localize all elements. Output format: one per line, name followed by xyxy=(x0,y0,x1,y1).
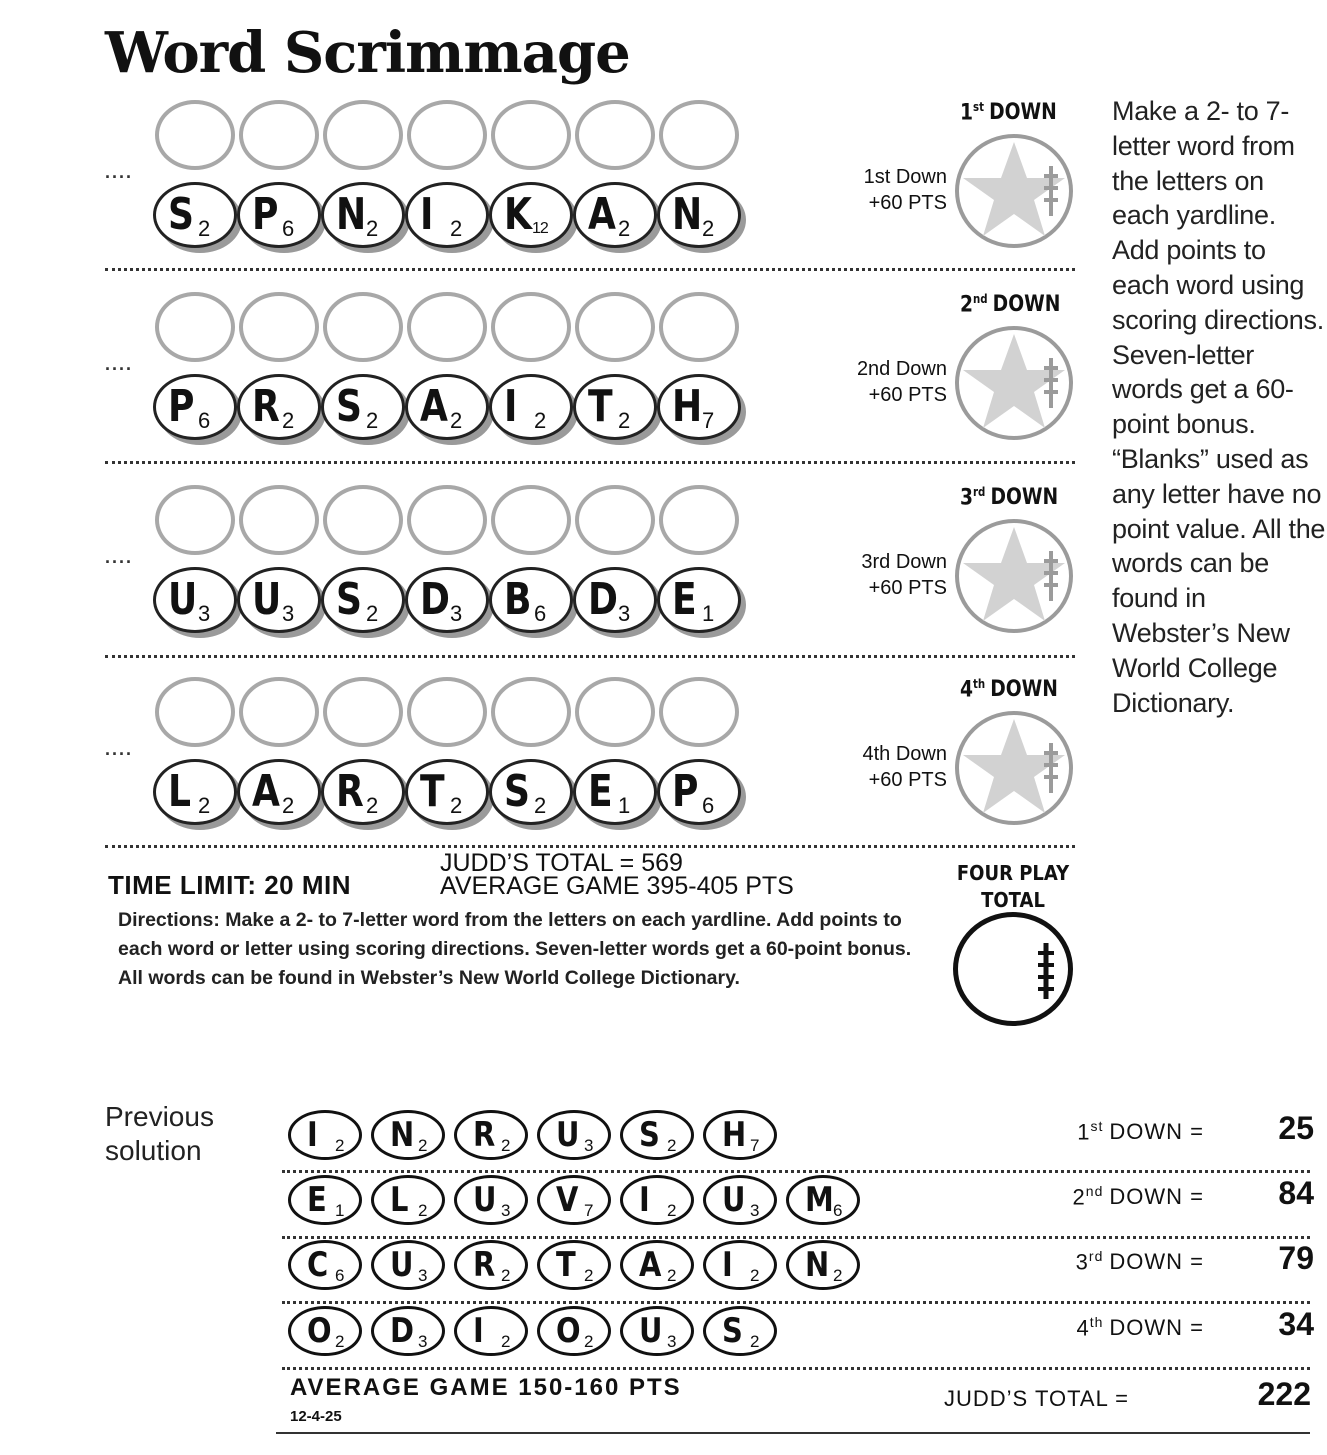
bonus-line1: 1st Down xyxy=(863,166,947,188)
letter-tile xyxy=(237,567,321,633)
letter-tile xyxy=(153,182,237,248)
bonus-line1: 2nd Down xyxy=(856,358,947,380)
tile-letter: A xyxy=(252,766,280,817)
solution-tile xyxy=(537,1175,611,1225)
solution-down-suffix: rd xyxy=(1088,1248,1104,1264)
answer-slot[interactable] xyxy=(407,485,487,555)
solution-points: 2 xyxy=(833,1266,843,1285)
solution-tile xyxy=(288,1240,362,1290)
answer-slot[interactable] xyxy=(491,677,571,747)
solution-letter: R xyxy=(473,1245,496,1285)
bonus-note xyxy=(807,549,947,601)
solution-points: 3 xyxy=(584,1136,594,1155)
bonus-line2: +60 PTS xyxy=(868,577,947,599)
answer-slot[interactable] xyxy=(491,100,571,170)
tile-points: 3 xyxy=(282,601,295,626)
letter-tile xyxy=(237,759,321,825)
yardline-row xyxy=(105,292,1080,482)
solution-down-suffix: nd xyxy=(1085,1183,1104,1199)
down-suffix: nd xyxy=(973,292,988,306)
tile-points: 2 xyxy=(450,216,463,241)
down-number: 1 xyxy=(960,100,974,126)
yardline-divider xyxy=(105,268,1075,271)
previous-line1: Previous xyxy=(105,1101,214,1132)
tile-letter: S xyxy=(168,189,194,240)
answer-slot[interactable] xyxy=(155,292,235,362)
solution-tile xyxy=(454,1175,528,1225)
solution-tile xyxy=(371,1306,445,1356)
solution-points: 6 xyxy=(335,1266,345,1285)
down-word: DOWN xyxy=(992,292,1061,318)
solution-points: 2 xyxy=(501,1136,511,1155)
row-marker: .... xyxy=(105,547,134,567)
solution-letter: A xyxy=(639,1245,662,1285)
solution-tile xyxy=(620,1306,694,1356)
four-play-label-line2: TOTAL xyxy=(981,888,1045,912)
tile-points: 2 xyxy=(198,793,211,818)
solution-down-number: 4 xyxy=(1076,1315,1090,1341)
row-marker: .... xyxy=(105,354,134,374)
answer-slot[interactable] xyxy=(659,100,739,170)
solution-tile xyxy=(703,1110,777,1160)
solution-letter: T xyxy=(556,1245,576,1285)
yardline-divider xyxy=(105,845,1075,848)
tile-points: 7 xyxy=(702,408,715,433)
solution-letter: S xyxy=(722,1311,743,1351)
solution-letter: I xyxy=(639,1180,650,1220)
down-suffix: th xyxy=(973,677,986,691)
letter-tile xyxy=(489,567,573,633)
solution-down-word: DOWN = xyxy=(1109,1119,1204,1145)
tile-points: 2 xyxy=(198,216,211,241)
down-number: 3 xyxy=(960,485,974,511)
solution-down-number: 1 xyxy=(1077,1119,1091,1145)
solution-tile xyxy=(288,1110,362,1160)
solution-letter: R xyxy=(473,1115,496,1155)
yardline-row xyxy=(105,100,1080,290)
answer-slot[interactable] xyxy=(323,292,403,362)
tile-letter: P xyxy=(168,381,195,432)
tile-letter: S xyxy=(336,381,362,432)
solution-down-suffix: st xyxy=(1090,1118,1104,1134)
previous-average-game: AVERAGE GAME 150-160 PTS xyxy=(290,1374,682,1401)
solution-letter: S xyxy=(639,1115,660,1155)
letter-tile xyxy=(489,759,573,825)
solution-letter: N xyxy=(390,1115,415,1155)
down-label xyxy=(960,292,1060,317)
solution-down-label xyxy=(1024,1183,1204,1210)
letter-tile xyxy=(657,374,741,440)
bonus-note xyxy=(807,356,947,408)
solution-down-label xyxy=(1024,1248,1204,1275)
letter-tile xyxy=(321,759,405,825)
letter-tile xyxy=(405,182,489,248)
answer-slot[interactable] xyxy=(323,100,403,170)
answer-slot[interactable] xyxy=(407,292,487,362)
four-play-label-line1: FOUR PLAY xyxy=(956,861,1070,885)
solution-points: 3 xyxy=(418,1332,428,1351)
tile-letter: U xyxy=(252,574,282,625)
four-play-total-label xyxy=(956,860,1069,914)
solution-tile xyxy=(620,1110,694,1160)
letter-tile xyxy=(573,182,657,248)
tile-letter: T xyxy=(420,766,445,817)
solution-tile xyxy=(703,1175,777,1225)
bonus-line2: +60 PTS xyxy=(868,192,947,214)
answer-slot[interactable] xyxy=(659,485,739,555)
solution-points: 3 xyxy=(750,1201,760,1220)
answer-slot[interactable] xyxy=(575,100,655,170)
tile-points: 1 xyxy=(702,601,715,626)
tile-points: 2 xyxy=(450,793,463,818)
solution-letter: E xyxy=(307,1180,327,1220)
letter-tile xyxy=(489,374,573,440)
answer-slot[interactable] xyxy=(491,292,571,362)
solution-tile xyxy=(537,1240,611,1290)
answer-slot[interactable] xyxy=(659,292,739,362)
solution-tile xyxy=(786,1240,860,1290)
four-play-total-input[interactable] xyxy=(953,912,1073,1026)
tile-letter: E xyxy=(672,574,697,625)
yardline-row xyxy=(105,485,1080,675)
letter-tile xyxy=(657,567,741,633)
answer-slot[interactable] xyxy=(575,677,655,747)
answer-slot[interactable] xyxy=(323,677,403,747)
solution-points: 1 xyxy=(335,1201,345,1220)
solution-down-score: 34 xyxy=(1278,1306,1314,1342)
solution-points: 7 xyxy=(750,1136,760,1155)
solution-tile xyxy=(371,1240,445,1290)
tile-points: 2 xyxy=(366,216,379,241)
solution-points: 6 xyxy=(833,1201,843,1220)
solution-letter: L xyxy=(390,1180,409,1220)
letter-tile xyxy=(321,567,405,633)
previous-judds-total-value: 222 xyxy=(1257,1376,1311,1412)
tile-letter: P xyxy=(252,189,279,240)
solution-tile xyxy=(620,1175,694,1225)
tile-points: 2 xyxy=(366,408,379,433)
tile-points: 3 xyxy=(450,601,463,626)
time-limit: TIME LIMIT: 20 MIN xyxy=(108,870,351,900)
puzzle-title: Word Scrimmage xyxy=(105,20,630,86)
tile-points: 2 xyxy=(282,408,295,433)
solution-letter: U xyxy=(722,1180,746,1220)
solution-tile xyxy=(703,1306,777,1356)
previous-solution-label xyxy=(105,1100,214,1168)
solution-points: 2 xyxy=(335,1136,345,1155)
solution-down-number: 3 xyxy=(1075,1249,1089,1275)
solution-points: 2 xyxy=(584,1332,594,1351)
tile-letter: E xyxy=(588,766,613,817)
tile-letter: H xyxy=(672,381,703,432)
solution-letter: U xyxy=(390,1245,414,1285)
solution-letter: H xyxy=(722,1115,747,1155)
down-number: 2 xyxy=(960,292,974,318)
solution-down-score: 84 xyxy=(1278,1175,1314,1211)
tile-points: 2 xyxy=(534,793,547,818)
bonus-note xyxy=(807,741,947,793)
answer-slot[interactable] xyxy=(155,677,235,747)
answer-slot[interactable] xyxy=(407,100,487,170)
down-suffix: st xyxy=(973,100,984,114)
tile-letter: D xyxy=(588,574,618,625)
solution-points: 3 xyxy=(418,1266,428,1285)
solution-row xyxy=(280,1173,1314,1233)
answer-slot[interactable] xyxy=(239,292,319,362)
tile-points: 2 xyxy=(282,793,295,818)
side-instructions: Make a 2- to 7-letter word from the letters on each yardline. Add points to each word using scoring directions. Seven-letter words get a 60-point bonus. “Blanks” used as any letter have no point value. All the words can be found in Webster’s New World College Dictionary. xyxy=(1112,96,1326,718)
solution-points: 2 xyxy=(667,1201,677,1220)
solution-letter: U xyxy=(556,1115,580,1155)
letter-tile xyxy=(657,182,741,248)
tile-letter: K xyxy=(504,189,532,240)
bonus-line1: 3rd Down xyxy=(861,551,947,573)
letter-tile xyxy=(153,567,237,633)
judds-total: JUDD’S TOTAL = 569 xyxy=(440,849,683,877)
tile-letter: L xyxy=(168,766,191,817)
solution-row xyxy=(280,1304,1314,1364)
down-suffix: rd xyxy=(973,485,986,499)
solution-points: 2 xyxy=(335,1332,345,1351)
solution-tile xyxy=(371,1110,445,1160)
solution-points: 2 xyxy=(501,1332,511,1351)
down-score-input[interactable] xyxy=(955,519,1073,633)
down-word: DOWN xyxy=(990,677,1058,703)
tile-letter: R xyxy=(336,766,364,817)
tile-points: 6 xyxy=(282,216,295,241)
tile-points: 2 xyxy=(366,793,379,818)
letter-tile xyxy=(237,374,321,440)
solution-down-word: DOWN = xyxy=(1109,1249,1204,1275)
answer-slot[interactable] xyxy=(323,485,403,555)
solution-tile xyxy=(454,1110,528,1160)
answer-slot[interactable] xyxy=(155,485,235,555)
solution-points: 2 xyxy=(667,1266,677,1285)
solution-tile xyxy=(288,1175,362,1225)
down-word: DOWN xyxy=(990,485,1059,511)
star-icon xyxy=(959,715,1069,821)
down-score-input[interactable] xyxy=(955,326,1073,440)
solution-letter: O xyxy=(307,1311,332,1351)
letter-tile xyxy=(153,374,237,440)
down-score-input[interactable] xyxy=(955,134,1073,248)
answer-slot[interactable] xyxy=(659,677,739,747)
down-label xyxy=(960,100,1057,125)
solution-letter: N xyxy=(805,1245,830,1285)
tile-letter: T xyxy=(588,381,613,432)
solution-letter: O xyxy=(556,1311,581,1351)
tile-points: 3 xyxy=(618,601,631,626)
tile-points: 2 xyxy=(366,601,379,626)
solution-tile xyxy=(454,1306,528,1356)
previous-judds-total-label: JUDD’S TOTAL = xyxy=(944,1386,1129,1411)
solution-row xyxy=(280,1238,1314,1298)
solution-letter: I xyxy=(473,1311,484,1351)
tile-points: 2 xyxy=(534,408,547,433)
bonus-line2: +60 PTS xyxy=(868,384,947,406)
tile-points: 2 xyxy=(450,408,463,433)
tile-letter: I xyxy=(504,381,518,432)
star-icon xyxy=(959,138,1069,244)
solution-tile xyxy=(786,1175,860,1225)
row-marker: .... xyxy=(105,739,134,759)
yardline-divider xyxy=(105,655,1075,658)
tile-letter: A xyxy=(420,381,448,432)
solution-points: 2 xyxy=(750,1332,760,1351)
yardline-divider xyxy=(105,461,1075,464)
tile-points: 2 xyxy=(702,216,715,241)
answer-slot[interactable] xyxy=(239,677,319,747)
row-marker: .... xyxy=(105,162,134,182)
solution-down-number: 2 xyxy=(1072,1184,1086,1210)
answer-slot[interactable] xyxy=(491,485,571,555)
solution-divider xyxy=(282,1367,1310,1370)
solution-points: 2 xyxy=(584,1266,594,1285)
tile-letter: N xyxy=(336,189,367,240)
tile-points: 1 xyxy=(618,793,631,818)
letter-tile xyxy=(489,182,573,248)
solution-letter: I xyxy=(307,1115,318,1155)
tile-letter: B xyxy=(504,574,532,625)
tile-letter: I xyxy=(420,189,434,240)
answer-slot[interactable] xyxy=(407,677,487,747)
solution-points: 2 xyxy=(418,1136,428,1155)
solution-points: 3 xyxy=(501,1201,511,1220)
solution-down-word: DOWN = xyxy=(1109,1184,1204,1210)
tile-points: 2 xyxy=(618,216,631,241)
bonus-note xyxy=(807,164,947,216)
solution-tile xyxy=(537,1306,611,1356)
average-game: AVERAGE GAME 395-405 PTS xyxy=(440,872,794,900)
solution-tile xyxy=(454,1240,528,1290)
previous-date: 12-4-25 xyxy=(290,1408,342,1425)
letter-tile xyxy=(405,374,489,440)
solution-points: 2 xyxy=(750,1266,760,1285)
letter-tile xyxy=(405,567,489,633)
solution-tile xyxy=(703,1240,777,1290)
tile-letter: P xyxy=(672,766,699,817)
solution-row xyxy=(280,1108,1314,1168)
solution-points: 7 xyxy=(584,1201,594,1220)
letter-tile xyxy=(321,182,405,248)
solution-down-suffix: th xyxy=(1089,1314,1104,1330)
tile-letter: A xyxy=(588,189,616,240)
letter-tile xyxy=(573,759,657,825)
solution-letter: U xyxy=(639,1311,663,1351)
answer-slot[interactable] xyxy=(575,292,655,362)
tile-points: 6 xyxy=(534,601,547,626)
tile-points: 12 xyxy=(532,220,548,237)
solution-tile xyxy=(288,1306,362,1356)
bonus-line1: 4th Down xyxy=(862,743,947,765)
down-word: DOWN xyxy=(989,100,1057,126)
solution-down-label xyxy=(1024,1118,1204,1145)
bottom-rule xyxy=(276,1432,1310,1434)
tile-letter: S xyxy=(504,766,530,817)
solution-down-score: 79 xyxy=(1278,1240,1314,1276)
solution-points: 2 xyxy=(667,1136,677,1155)
letter-tile xyxy=(573,374,657,440)
letter-tile xyxy=(153,759,237,825)
solution-letter: U xyxy=(473,1180,497,1220)
tile-points: 3 xyxy=(198,601,211,626)
solution-letter: M xyxy=(805,1180,834,1220)
tile-points: 6 xyxy=(702,793,715,818)
star-icon xyxy=(959,523,1069,629)
solution-letter: D xyxy=(390,1311,414,1351)
down-label xyxy=(960,485,1058,510)
directions: Directions: Make a 2- to 7-letter word from the letters on each yardline. Add points to each word or letter using scoring directions. Seven-letter words get a 60-point bonus. All words can be found in Webster’s New World College Dictionary. xyxy=(118,909,912,989)
solution-down-label xyxy=(1024,1314,1204,1341)
solution-points: 2 xyxy=(418,1201,428,1220)
solution-points: 3 xyxy=(667,1332,677,1351)
answer-slot[interactable] xyxy=(239,485,319,555)
solution-tile xyxy=(620,1240,694,1290)
tile-letter: D xyxy=(420,574,450,625)
letter-tile xyxy=(321,374,405,440)
solution-points: 2 xyxy=(501,1266,511,1285)
tile-letter: N xyxy=(672,189,703,240)
previous-line2: solution xyxy=(105,1135,202,1166)
solution-tile xyxy=(371,1175,445,1225)
letter-tile xyxy=(573,567,657,633)
yardline-row xyxy=(105,677,1080,867)
bonus-line2: +60 PTS xyxy=(868,769,947,791)
solution-letter: V xyxy=(556,1180,579,1220)
answer-slot[interactable] xyxy=(575,485,655,555)
solution-letter: I xyxy=(722,1245,733,1285)
solution-letter: C xyxy=(307,1245,329,1285)
letter-tile xyxy=(405,759,489,825)
tile-letter: S xyxy=(336,574,362,625)
tile-points: 6 xyxy=(198,408,211,433)
answer-slot[interactable] xyxy=(155,100,235,170)
solution-down-score: 25 xyxy=(1278,1110,1314,1146)
tile-letter: R xyxy=(252,381,280,432)
tile-points: 2 xyxy=(618,408,631,433)
letter-tile xyxy=(657,759,741,825)
letter-tile xyxy=(237,182,321,248)
down-label xyxy=(960,677,1058,702)
solution-tile xyxy=(537,1110,611,1160)
solution-down-word: DOWN = xyxy=(1109,1315,1204,1341)
down-score-input[interactable] xyxy=(955,711,1073,825)
down-number: 4 xyxy=(960,677,974,703)
football-laces-icon xyxy=(958,917,1068,1021)
star-icon xyxy=(959,330,1069,436)
tile-letter: U xyxy=(168,574,198,625)
answer-slot[interactable] xyxy=(239,100,319,170)
